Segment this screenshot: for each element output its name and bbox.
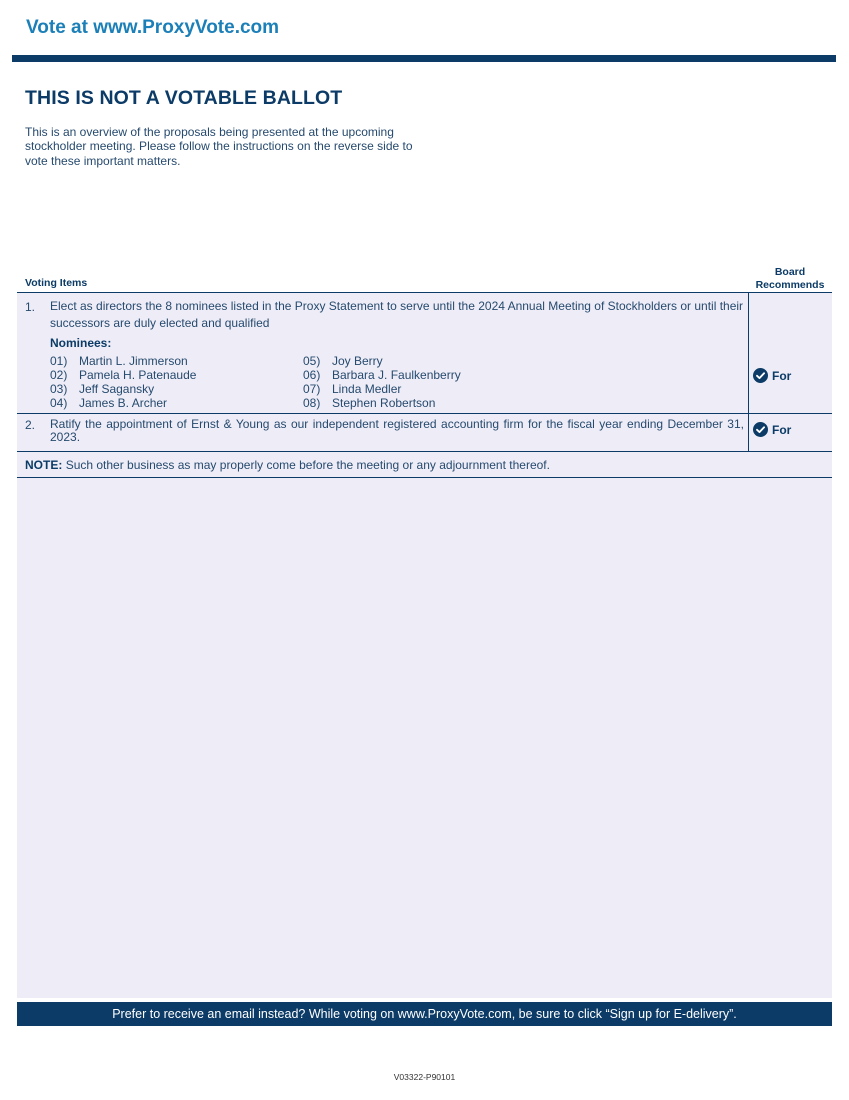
- voting-items-header: Voting Items: [25, 277, 88, 289]
- header-divider: [12, 55, 836, 62]
- check-circle-icon: [753, 422, 768, 437]
- nominee: 03) Jeff Sagansky: [50, 382, 155, 396]
- table-bottom-rule: [17, 477, 832, 478]
- check-circle-icon: [753, 368, 768, 383]
- nominee: 05) Joy Berry: [303, 354, 383, 368]
- row-divider: [17, 451, 832, 452]
- e-delivery-banner: [17, 1002, 832, 1026]
- item-1-recommendation: For: [753, 368, 791, 383]
- intro-text: This is an overview of the proposals being presented at the upcoming stockholder meeting. Please follow the instructions on the reverse side to vote these important matters.: [25, 125, 413, 168]
- board-label: Board: [774, 266, 806, 278]
- e-delivery-text: Prefer to receive an email instead? While voting on www.ProxyVote.com, be sure to click “Sign up for E-delivery”.: [112, 1007, 737, 1021]
- document-code: V03322-P90101: [393, 1072, 456, 1082]
- nominee: 07) Linda Medler: [303, 382, 402, 396]
- row-divider: [17, 413, 832, 414]
- item-2-number: 2.: [25, 418, 36, 432]
- nominee: 01) Martin L. Jimmerson: [50, 354, 188, 368]
- item-1-number: 1.: [25, 300, 36, 314]
- note-text: Such other business as may properly come before the meeting or any adjournment thereof.: [65, 458, 550, 472]
- board-recommends-header: [749, 266, 831, 291]
- nominees-label: Nominees:: [50, 336, 112, 350]
- item-1-text: Elect as directors the 8 nominees listed in the Proxy Statement to serve until the 2024 Annual Meeting of Stockholders or until their successors are duly elected and qualified: [50, 299, 744, 330]
- proxyvote-link[interactable]: Vote at www.ProxyVote.com: [26, 17, 280, 38]
- column-divider: [748, 292, 749, 451]
- nominee: 02) Pamela H. Patenaude: [50, 368, 197, 382]
- item-2-text: Ratify the appointment of Ernst & Young as our independent registered accounting firm for the fiscal year ending December 31, 2023.: [50, 417, 744, 444]
- item-2-recommendation: For: [753, 422, 791, 437]
- note: [25, 458, 550, 472]
- nominee: 04) James B. Archer: [50, 396, 168, 410]
- table-top-rule: [17, 292, 832, 293]
- note-label: NOTE:: [25, 458, 63, 472]
- recommends-label: Recommends: [755, 278, 825, 291]
- page-title: THIS IS NOT A VOTABLE BALLOT: [25, 87, 343, 109]
- nominee: 06) Barbara J. Faulkenberry: [303, 368, 461, 382]
- nominee: 08) Stephen Robertson: [303, 396, 436, 410]
